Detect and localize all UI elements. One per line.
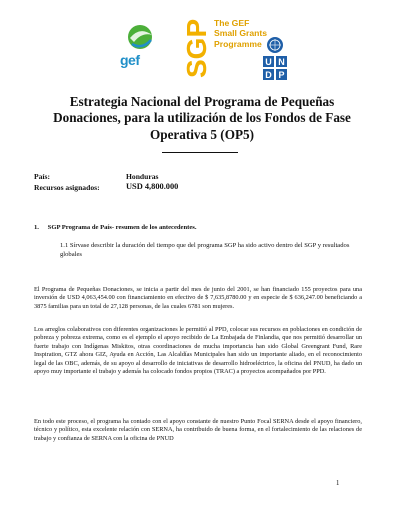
section-heading: [34, 224, 197, 231]
undp-logo-icon: [262, 36, 288, 80]
section-number: 1.: [34, 224, 39, 231]
title-divider: [162, 152, 238, 153]
gef-logo-text: gef: [120, 52, 140, 68]
paragraph: El Programa de Pequeñas Donaciones, se inicia a partir del mes de junio del 2001, se han financiado 155 proyectos para una inversión de USD 4,063,454.00 con financiamiento en efectivo de $ 7,635,8780.00 y en especie de $ 636,247.00 beneficiando a 3875 familias para un total de 27,128 personas, de las cuales 6781 son mujeres.: [34, 286, 362, 310]
undp-letter: D: [265, 70, 272, 80]
section-title: SGP Programa de País- resumen de los antecedentes.: [47, 224, 197, 231]
logo-bar: [0, 8, 400, 80]
sgp-subtitle-line: The GEF: [214, 18, 250, 28]
sgp-subtitle-line: Programme: [214, 38, 262, 49]
resources-value: USD 4,800.000: [126, 182, 179, 191]
country-value: Honduras: [126, 172, 159, 181]
sgp-subtitle: [214, 18, 267, 49]
country-row: [34, 172, 159, 181]
question-text: 1.1 Sírvase describir la duración del tiempo que del programa SGP ha sido activo dentro del SGP y resultados globales: [60, 242, 350, 258]
svg-text:SGP: SGP: [184, 18, 212, 78]
undp-letter: N: [278, 57, 285, 67]
resources-row: [34, 182, 179, 192]
paragraph: Los arreglos colaborativos con diferentes organizaciones le permitió al PPD, colocar sus recursos en poblaciones en condición de pobreza y pobreza extrema, como es el ejemplo el apoyo recibido de La Embajada de Finlandia, que nos permitió desarrollar un fuerte trabajo con Indígenas Miskitos, otras coordinaciones de mucha importancia han sido Global Greengrant Fund, Rare Inspiration, GTZ ahora GIZ, Ayuda en Acción, Las Alcaldías Municipales han sido un importante aliado, en el reconocimiento legal de las OBC, además, de su apoyo al desarrollo de iniciativas de desarrollo hidroeléctrico, la oficina del PNUD, ha dado un apoyo muy importante el trabajo y además ha colocado fondos propios (TRAC) a proyectos acompañados por PPD.: [34, 326, 362, 376]
page-number: 1: [336, 480, 340, 487]
undp-letter: U: [265, 57, 272, 67]
sgp-subtitle-line: Small Grants: [214, 28, 268, 39]
paragraph: En todo este proceso, el programa ha contado con el apoyo constante de nuestro Punto Focal SERNA desde el apoyo financiero, técnico y político, esta excelente relación con SERNA, ha contribuido de buena forma, en el fortalecimiento de las relaciones de trabajo y confianza de SERNA con la oficina de PNUD: [34, 418, 362, 442]
gef-logo-icon: [118, 22, 162, 80]
country-label: País:: [34, 172, 51, 181]
undp-letter: P: [278, 70, 285, 80]
document-title: Estrategia Nacional del Programa de Pequeñas Donaciones, para la utilización de los Fondos de Fase Operativa 5 (OP5): [53, 94, 351, 142]
resources-label: Recursos asignados:: [34, 183, 100, 192]
